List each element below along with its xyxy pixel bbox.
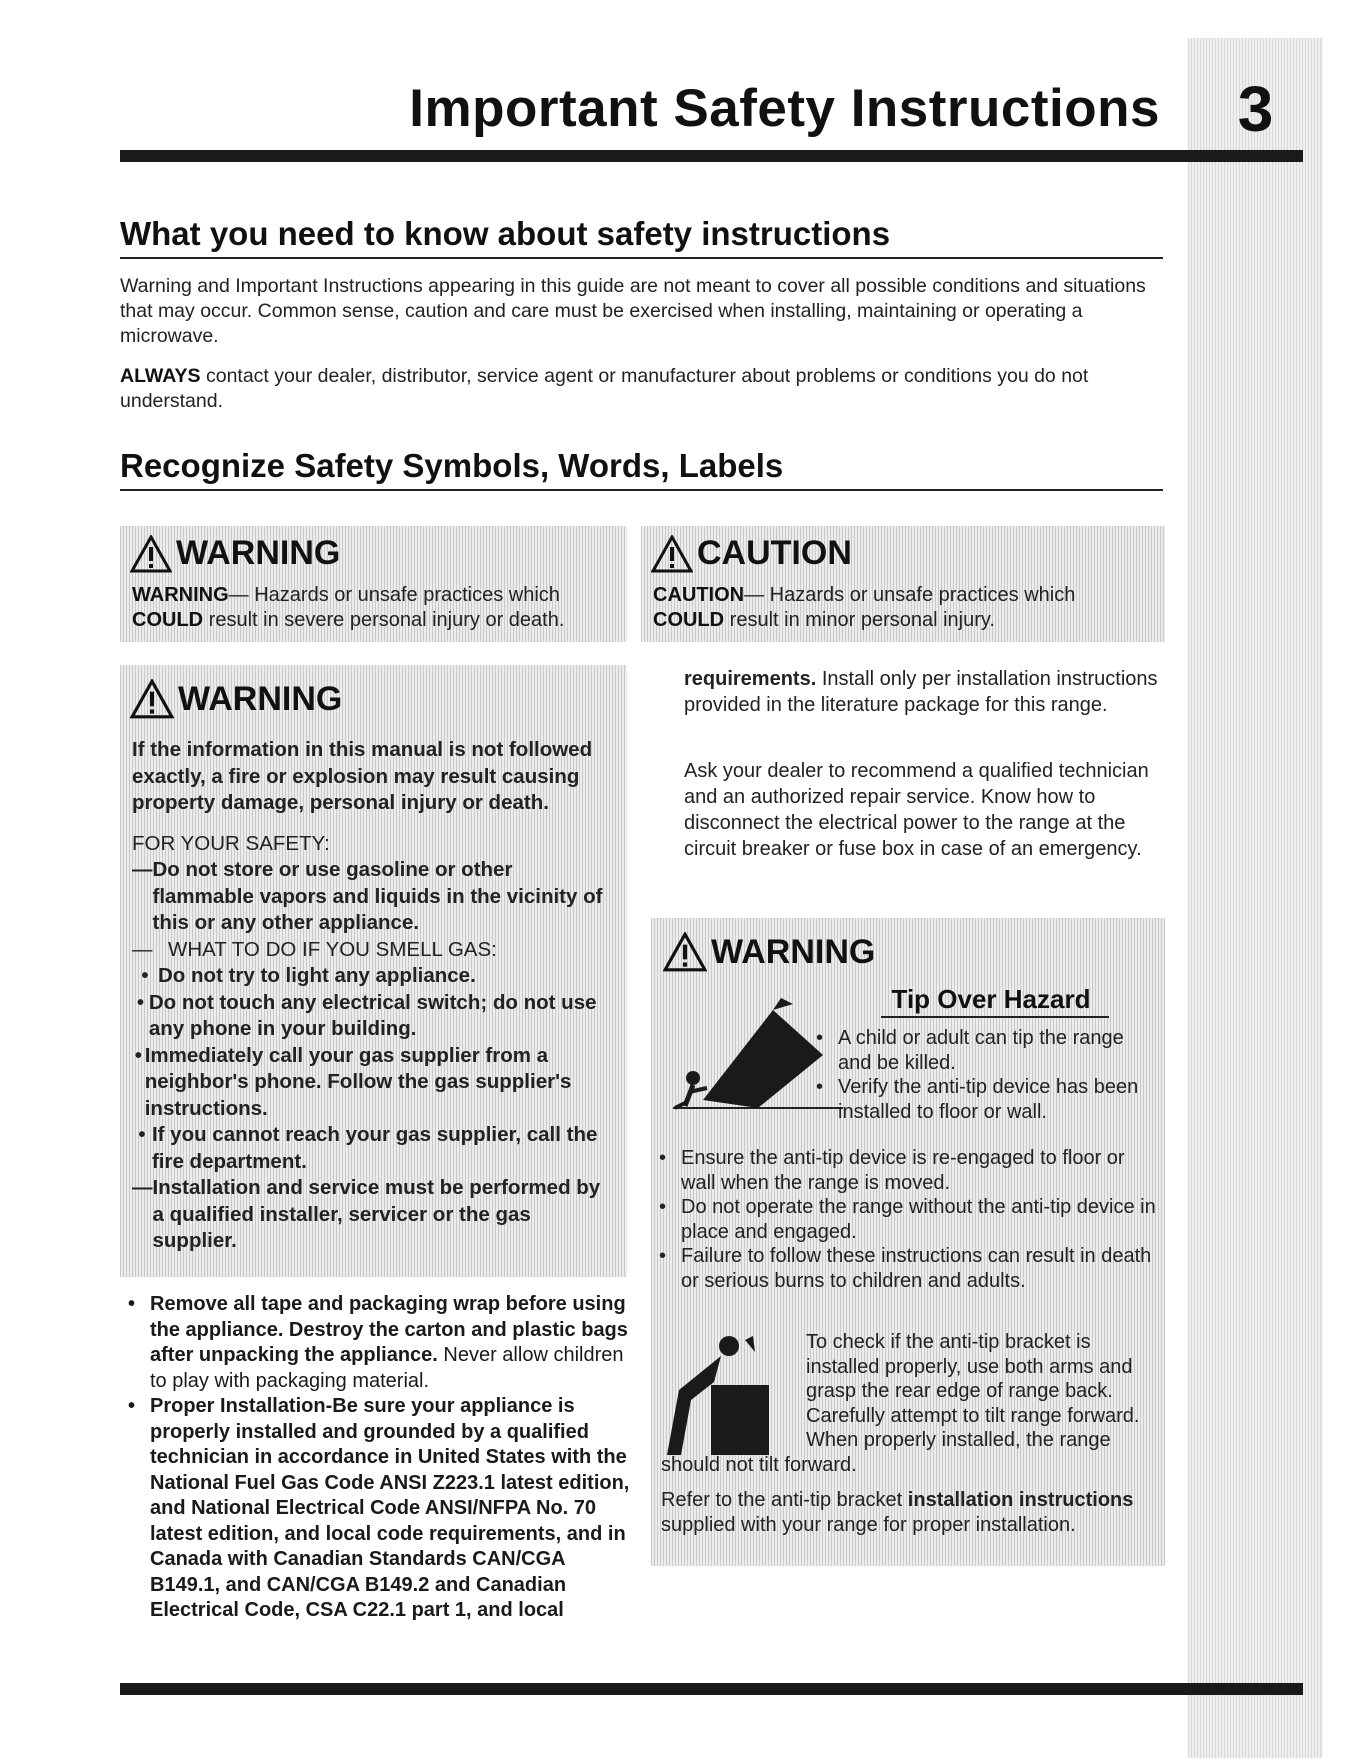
- warning-label-text2: result in severe personal injury or death.: [203, 609, 565, 631]
- gas-safety-list: [132, 831, 617, 1255]
- gas-sub-fire: • If you cannot reach your gas supplier, call the fire department.: [138, 1123, 598, 1173]
- requirements-text: Install only per installation instructions provided in the literature package for this range.: [684, 668, 1158, 716]
- tip-over-underline: [881, 1016, 1109, 1018]
- always-text: contact your dealer, distributor, service agent or manufacturer about problems or conditions you do not understand.: [120, 365, 1089, 412]
- installation-bullets: [128, 1292, 638, 1624]
- tip-bullet-operate: • Do not operate the range without the anti-tip device in place and engaged.: [659, 1196, 1156, 1243]
- warning-label-lead: WARNING: [132, 584, 229, 606]
- bullet-packaging-bold: Remove all tape and packaging wrap before using the appliance. Destroy the carton and plastic bags after unpacking the appliance.: [150, 1293, 628, 1366]
- gas-item-store: — Do not store or use gasoline or other flammable vapors and liquids in the vicinity of this or any other appliance.: [132, 858, 603, 934]
- top-divider: [120, 150, 1303, 162]
- page-title: Important Safety Instructions: [409, 79, 1160, 138]
- warning-label-could: COULD: [132, 609, 204, 631]
- caution-label-text1: — Hazards or unsafe practices which: [744, 584, 1076, 606]
- gas-warning-intro: If the information in this manual is not followed exactly, a fire or explosion may result causing property damage, personal injury or death.: [132, 738, 593, 814]
- gas-warning-title: WARNING: [178, 679, 343, 718]
- intro-paragraph: Warning and Important Instructions appearing in this guide are not meant to cover all possible conditions and situations that may occur. Common sense, caution and care must be exercised when installing, maintaining or operating a microwave.: [120, 275, 1146, 347]
- tip-bullet-child: • A child or adult can tip the range and be killed.: [816, 1027, 1124, 1074]
- caution-label-box: [641, 526, 1165, 642]
- tip-over-bullets-top: [816, 1026, 1151, 1124]
- caution-label-could: COULD: [653, 609, 725, 631]
- gas-warning-body: [120, 719, 627, 1255]
- section-heading-safety-instructions: What you need to know about safety instructions: [120, 215, 1163, 259]
- always-label: ALWAYS: [120, 365, 201, 387]
- warning-label-text1: — Hazards or unsafe practices which: [228, 584, 560, 606]
- gas-sub-call: • Immediately call your gas supplier from a neighbor's phone. Follow the gas supplier's instructions.: [134, 1043, 572, 1120]
- warning-label-text: [120, 573, 627, 633]
- check-instructions: To check if the anti-tip bracket is installed properly, use both arms and grasp the rear edge of range back. Carefully attempt to tilt range forward. When properly installed, the range should not tilt forward.: [661, 1331, 1140, 1476]
- requirements-paragraph: [684, 666, 1164, 718]
- section-heading-safety-symbols: Recognize Safety Symbols, Words, Labels: [120, 447, 1163, 491]
- caution-label-header: [641, 526, 1165, 573]
- tip-bullet-failure: • Failure to follow these instructions can result in death or serious burns to children and adults.: [659, 1245, 1152, 1292]
- warning-triangle-icon: [130, 535, 172, 573]
- refer-instructions: Refer to the anti-tip bracket installation instructions supplied with your range for proper installation.: [661, 1489, 1134, 1536]
- tip-over-title: WARNING: [711, 932, 876, 971]
- always-paragraph: [120, 364, 1165, 414]
- caution-label-text: [641, 573, 1165, 633]
- tip-over-subtitle: Tip Over Hazard: [891, 984, 1091, 1014]
- caution-label-title: CAUTION: [697, 534, 852, 572]
- tip-over-warning-box: [651, 918, 1165, 1566]
- caution-label-lead: CAUTION: [653, 584, 745, 606]
- warning-label-title: WARNING: [176, 534, 341, 572]
- warning-triangle-icon: [130, 679, 174, 719]
- bottom-divider: [120, 1683, 1303, 1695]
- tip-bullet-ensure: • Ensure the anti-tip device is re-engaged to floor or wall when the range is moved.: [659, 1147, 1125, 1194]
- gas-warning-header: [120, 665, 627, 719]
- gas-warning-box: [120, 665, 627, 1277]
- warning-label-header: [120, 526, 627, 573]
- tip-bullet-verify: • Verify the anti-tip device has been installed to floor or wall.: [816, 1076, 1139, 1123]
- caution-label-text2: result in minor personal injury.: [724, 609, 995, 631]
- bullet-packaging-rest: Never allow children to play with packaging material.: [150, 1344, 624, 1392]
- page-number: 3: [1237, 73, 1274, 145]
- dealer-paragraph: Ask your dealer to recommend a qualified technician and an authorized repair service. Know how to disconnect the electrical power to the range at the circuit breaker or fuse box in case of an emergency.: [684, 760, 1149, 860]
- bullet-proper-installation: • Proper Installation-Be sure your appliance is properly installed and grounded by a qualified technician in accordance in United States with the National Fuel Gas Code ANSI Z223.1 latest edition, and National Electrical Code ANSI/NFPA No. 70 latest edition, and local code requirements, and in Canada with Canadian Standards CAN/CGA B149.1, and CAN/CGA B149.2 and Canadian Electrical Code, CSA C22.1 part 1, and local: [128, 1394, 638, 1624]
- requirements-label: requirements.: [684, 668, 817, 690]
- bullet-packaging: • Remove all tape and packaging wrap before using the appliance. Destroy the carton and plastic bags after unpacking the appliance. Never allow children to play with packaging material.: [128, 1293, 628, 1392]
- warning-triangle-icon: [663, 932, 707, 972]
- side-tab-strip: [1188, 38, 1323, 1758]
- gas-sub-switch: • Do not touch any electrical switch; do not use any phone in your building.: [136, 990, 597, 1040]
- for-your-safety-label: FOR YOUR SAFETY:: [132, 831, 330, 855]
- bullet-installation-bold: Proper Installation-Be sure your appliance is properly installed and grounded by a qualified technician in accordance in United States with the National Fuel Gas Code ANSI Z223.1 latest edition, and National Electrical Code ANSI/NFPA No. 70 latest edition, and local code requirements, and in Canada with Canadian Standards CAN/CGA B149.1, and CAN/CGA B149.2 and Canadian Electrical Code, CSA C22.1 part 1, and local: [150, 1395, 630, 1621]
- tip-over-header: [651, 918, 1165, 972]
- caution-triangle-icon: [651, 535, 693, 573]
- tip-over-bullets-bottom: [659, 1146, 1159, 1293]
- gas-item-smell: — WHAT TO DO IF YOU SMELL GAS:: [132, 937, 497, 961]
- warning-label-box: [120, 526, 627, 642]
- gas-sub-light: • Do not try to light any appliance.: [141, 964, 476, 987]
- gas-item-install: — Installation and service must be performed by a qualified installer, servicer or the gas supplier.: [132, 1176, 601, 1252]
